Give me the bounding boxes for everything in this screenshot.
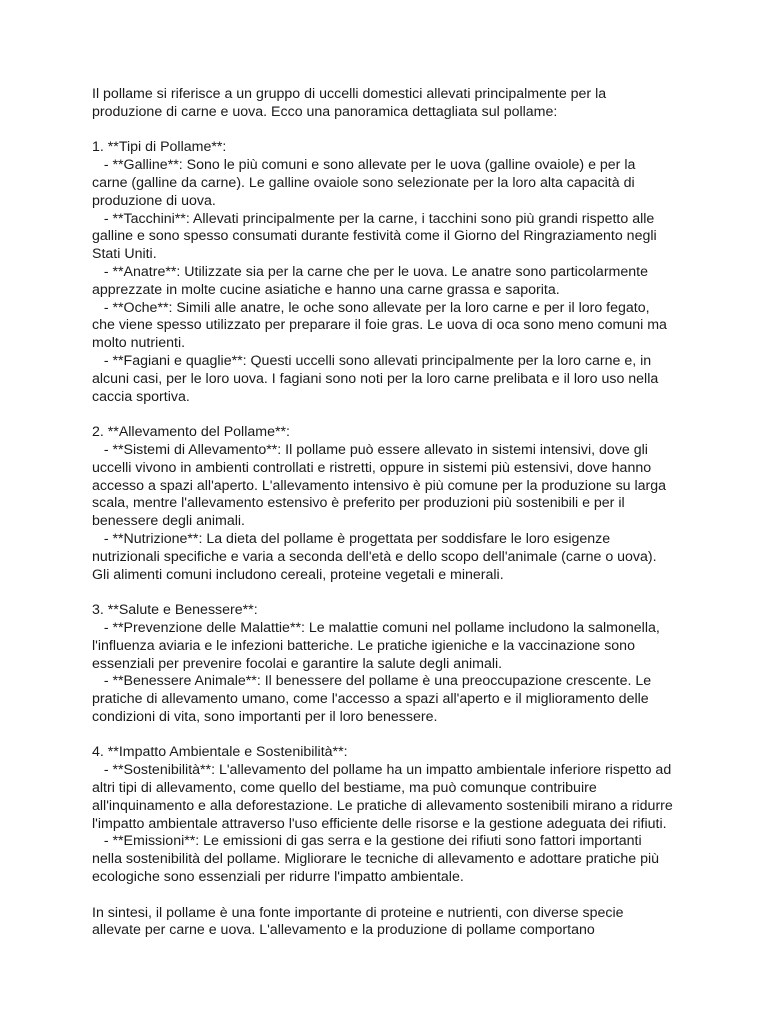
paragraph-spacer bbox=[92, 122, 712, 140]
text-line: allevate per carne e uova. L'allevamento e la produzione di pollame comportano bbox=[92, 922, 595, 939]
text-line: In sintesi, il pollame è una fonte importante di proteine e nutrienti, con diverse specie bbox=[92, 904, 624, 921]
text-line: produzione di carne e uova. Ecco una panoramica dettagliata sul pollame: bbox=[92, 103, 558, 120]
text-line: nutrizionali specifiche e varia a seconda dell'età e dello scopo dell'animale (carne o uova). bbox=[92, 548, 657, 565]
text-line: uccelli vivono in ambienti controllati e ristretti, oppure in sistemi più estensivi, dove hanno bbox=[92, 459, 652, 476]
section-allevamento bbox=[92, 424, 712, 584]
text-line: all'inquinamento e alla deforestazione. Le pratiche di allevamento sostenibili mirano a ridurre bbox=[92, 797, 673, 814]
text-line: apprezzate in molte cucine asiatiche e hanno una carne grassa e saporita. bbox=[92, 281, 560, 298]
text-line: nella sostenibilità del pollame. Migliorare le tecniche di allevamento e adottare pratiche più bbox=[92, 851, 660, 868]
paragraph-spacer bbox=[92, 727, 712, 745]
paragraph-spacer bbox=[92, 584, 712, 602]
text-line: pratiche di allevamento umano, come l'accesso a spazi all'aperto e il miglioramento delle bbox=[92, 691, 649, 708]
section-impatto-ambientale bbox=[92, 744, 712, 886]
paragraph-spacer bbox=[92, 887, 712, 905]
text-line: caccia sportiva. bbox=[92, 388, 190, 405]
text-line: - **Galline**: Sono le più comuni e sono allevate per le uova (galline ovaiole) e per la bbox=[92, 157, 636, 174]
text-line: - **Prevenzione delle Malattie**: Le malattie comuni nel pollame includono la salmonella, bbox=[92, 619, 660, 636]
text-line: - **Sistemi di Allevamento**: Il pollame può essere allevato in sistemi intensivi, dove gli bbox=[92, 441, 648, 458]
text-line: - **Oche**: Simili alle anatre, le oche sono allevate per la loro carne e per il loro fegato, bbox=[92, 299, 650, 316]
section-heading: 2. **Allevamento del Pollame**: bbox=[92, 424, 290, 441]
section-heading: 3. **Salute e Benessere**: bbox=[92, 602, 258, 619]
text-line: scala, mentre l'allevamento estensivo è preferito per produzioni più sostenibili e per il bbox=[92, 495, 625, 512]
text-line: altri tipi di allevamento, come quello del bestiame, ma può comunque contribuire bbox=[92, 780, 597, 797]
text-line: ecologiche sono essenziali per ridurre l'impatto ambientale. bbox=[92, 869, 464, 886]
text-line: alcuni casi, per le loro uova. I fagiani sono noti per la loro carne prelibata e il loro uso nella bbox=[92, 370, 659, 387]
text-line: l'influenza aviaria e le infezioni batteriche. Le pratiche igieniche e la vaccinazione sono bbox=[92, 637, 635, 654]
intro-paragraph bbox=[92, 86, 712, 122]
text-line: Il pollame si riferisce a un gruppo di uccelli domestici allevati principalmente per la bbox=[92, 86, 607, 102]
document-page bbox=[92, 86, 712, 940]
text-line: condizioni di vita, sono importanti per il loro benessere. bbox=[92, 708, 438, 725]
text-line: Gli alimenti comuni includono cereali, proteine vegetali e minerali. bbox=[92, 566, 504, 583]
text-line: molto nutrienti. bbox=[92, 335, 186, 352]
text-line: - **Emissioni**: Le emissioni di gas serra e la gestione dei rifiuti sono fattori importanti bbox=[92, 833, 642, 850]
text-line: - **Tacchini**: Allevati principalmente per la carne, i tacchini sono più grandi rispetto alle bbox=[92, 210, 655, 227]
section-tipi-di-pollame bbox=[92, 139, 712, 406]
text-line: - **Nutrizione**: La dieta del pollame è progettata per soddisfare le loro esigenze bbox=[92, 530, 611, 547]
paragraph-spacer bbox=[92, 406, 712, 424]
text-line: - **Fagiani e quaglie**: Questi uccelli sono allevati principalmente per la loro carne e, in bbox=[92, 352, 652, 369]
section-heading: 1. **Tipi di Pollame**: bbox=[92, 139, 227, 156]
text-line: accesso a spazi all'aperto. L'allevamento intensivo è più comune per la produzione su larga bbox=[92, 477, 667, 494]
text-line: l'impatto ambientale attraverso l'uso efficiente delle risorse e la gestione adeguata dei rifiuti. bbox=[92, 815, 667, 832]
text-line: essenziali per prevenire focolai e garantire la salute degli animali. bbox=[92, 655, 503, 672]
text-line: - **Benessere Animale**: Il benessere del pollame è una preoccupazione crescente. Le bbox=[92, 673, 652, 690]
text-line: - **Anatre**: Utilizzate sia per la carne che per le uova. Le anatre sono particolarmente bbox=[92, 263, 648, 280]
conclusion-paragraph bbox=[92, 905, 712, 941]
text-line: - **Sostenibilità**: L'allevamento del pollame ha un impatto ambientale inferiore rispetto ad bbox=[92, 762, 672, 779]
text-line: carne (galline da carne). Le galline ovaiole sono selezionate per la loro alta capacità di bbox=[92, 174, 635, 191]
text-line: produzione di uova. bbox=[92, 192, 216, 209]
section-salute-benessere bbox=[92, 602, 712, 727]
text-line: che viene spesso utilizzato per preparare il foie gras. Le uova di oca sono meno comuni ma bbox=[92, 317, 667, 334]
text-line: galline e sono spesso consumati durante festività come il Giorno del Ringraziamento negli bbox=[92, 228, 657, 245]
section-heading: 4. **Impatto Ambientale e Sostenibilità**: bbox=[92, 744, 348, 761]
text-line: Stati Uniti. bbox=[92, 246, 157, 263]
text-line: benessere degli animali. bbox=[92, 513, 246, 530]
